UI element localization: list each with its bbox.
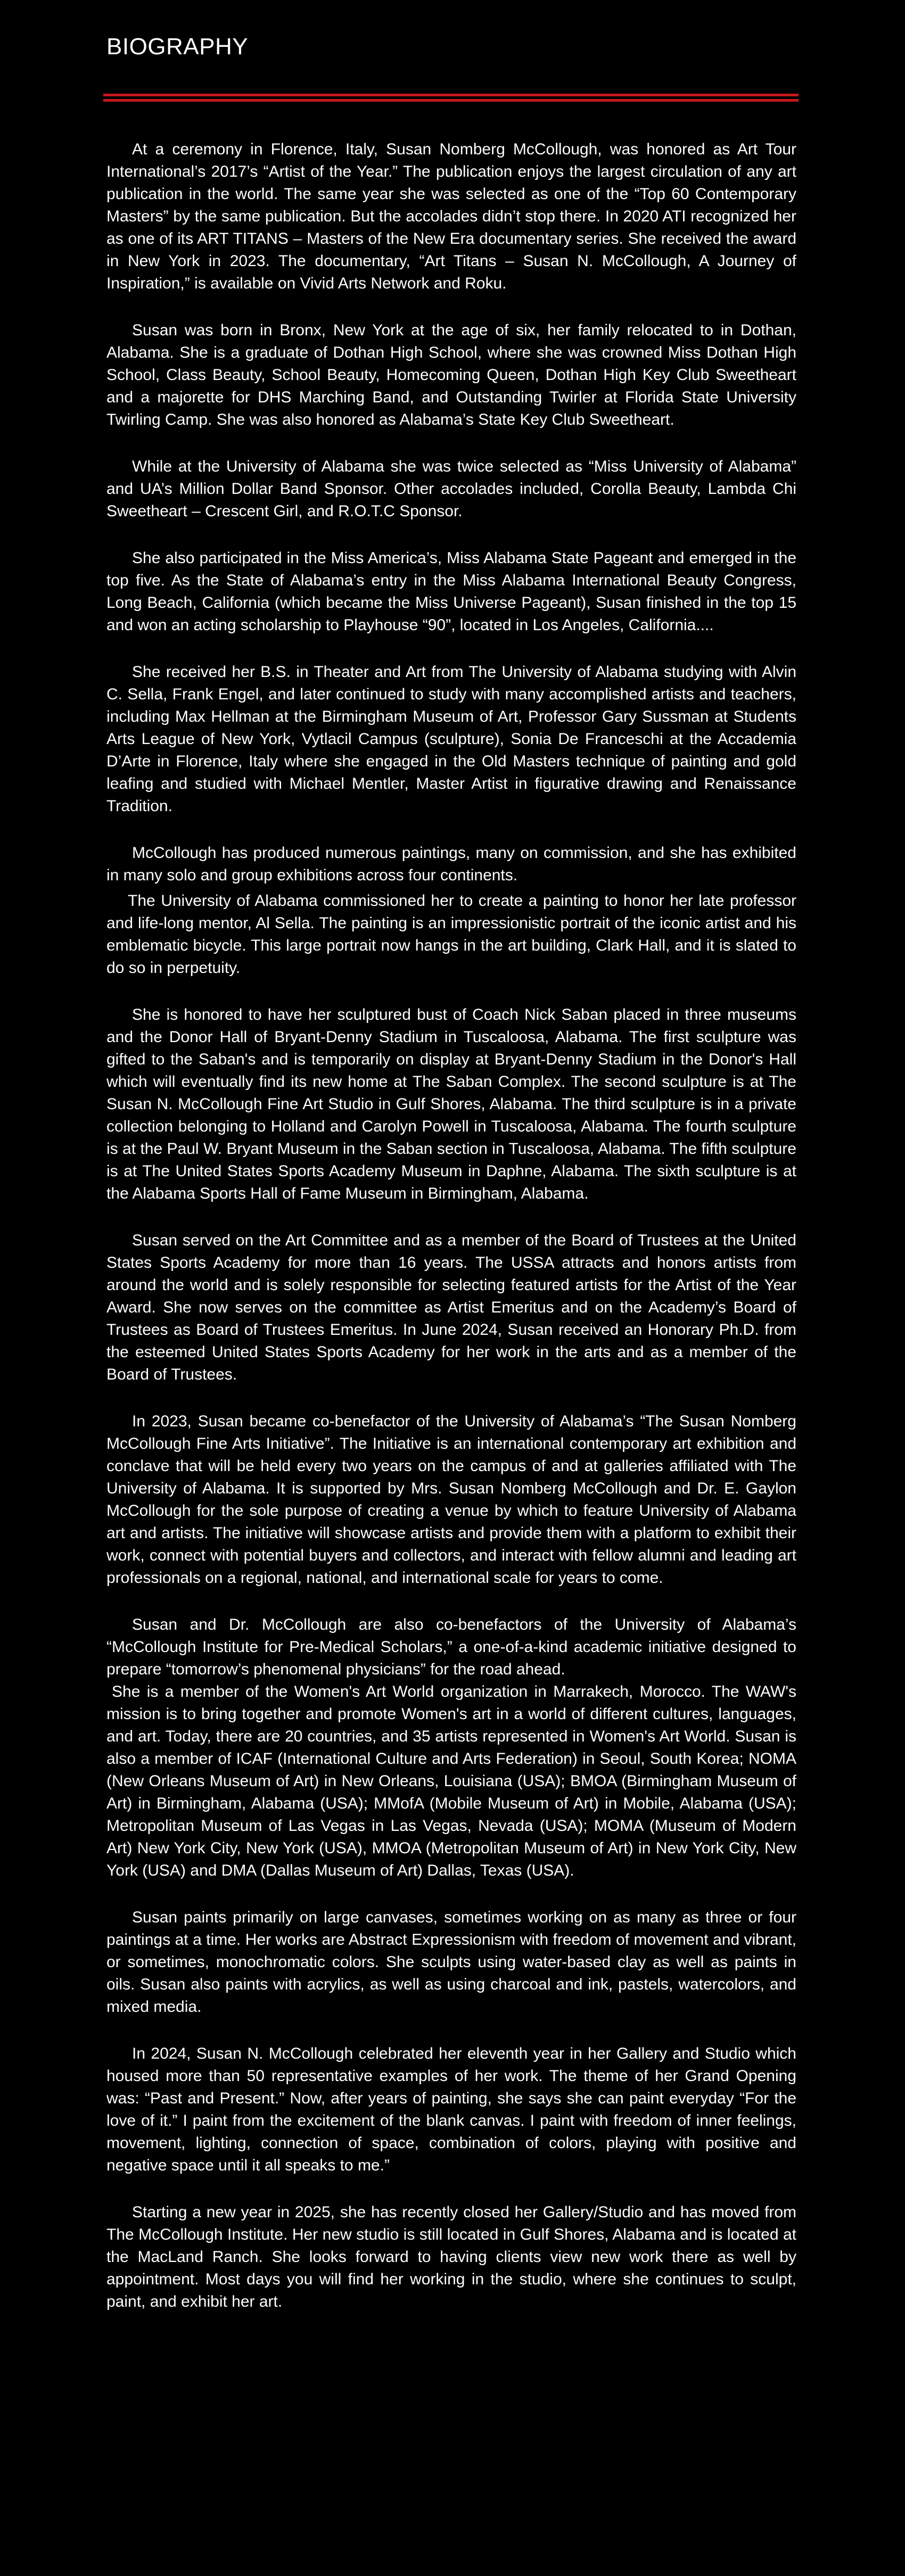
title-divider-top <box>103 94 799 96</box>
bio-paragraph-sports-academy: Susan served on the Art Committee and as a member of the Board of Trustees at the United States Sports Academy for more than 16 years. The USSA attracts and honors artists from around the world and is solely responsible for selecting featured artists for the Artist of the Year Award. She now serves on the committee as Artist Emeritus and on the Academy’s Board of Trustees as Board of Trustees Emeritus. In June 2024, Susan received an Honorary Ph.D. from the esteemed United States Sports Academy for her work in the arts and as a member of the Board of Trustees. <box>106 1232 796 1383</box>
bio-paragraph-sella-portrait: The University of Alabama commissioned her to create a painting to honor her late professor and life-long mentor, Al Sella. The painting is an impressionistic portrait of the iconic artist and his emblematic bicycle. This large portrait now hangs in the art building, Clark Hall, and it is slated to do so in perpetuity. <box>106 892 796 977</box>
bio-paragraph-exhibitions: McCollough has produced numerous paintings, many on commission, and she has exhibited in many solo and group exhibitions across four continents. <box>106 844 796 884</box>
biography-body <box>106 138 796 2338</box>
bio-paragraph-memberships: She is a member of the Women's Art World organization in Marrakech, Morocco. The WAW's mission is to bring together and promote Women's art in a world of different cultures, languages, and art. Today, there are 20 countries, and 35 artists represented in Women's Art World. Susan is also a member of ICAF (International Culture and Arts Federation) in Seoul, South Korea; NOMA (New Orleans Museum of Art) in New Orleans, Louisiana (USA); BMOA (Birmingham Museum of Art) in Birmingham, Alabama (USA); MMofA (Mobile Museum of Art) in Mobile, Alabama (USA); Metropolitan Museum of Las Vegas in Las Vegas, Nevada (USA); MOMA (Museum of Modern Art) New York City, New York (USA), MMOA (Metropolitan Museum of Art) in New York City, New York (USA) and DMA (Dallas Museum of Art) Dallas, Texas (USA). <box>106 1683 796 1879</box>
bio-paragraph-education: She received her B.S. in Theater and Art from The University of Alabama studying with Alvin C. Sella, Frank Engel, and later continued to study with many accomplished artists and teachers, including Max Hellman at the Birmingham Museum of Art, Professor Gary Sussman at Students Arts League of New York, Vytlacil Campus (sculpture), Sonia De Franceschi at the Accademia D’Arte in Florence, Italy where she engaged in the Old Masters technique of painting and gold leafing and studied with Michael Mentler, Master Artist in figurative drawing and Renaissance Tradition. <box>106 663 796 815</box>
bio-paragraph-artist-of-the-year: At a ceremony in Florence, Italy, Susan Nomberg McCollough, was honored as Art Tour International’s 2017’s “Artist of the Year.” The publication enjoys the largest circulation of any art publication in the world. The same year she was selected as one of the “Top 60 Contemporary Masters” by the same publication. But the accolades didn’t stop there. In 2020 ATI recognized her as one of its ART TITANS – Masters of the New Era documentary series. She received the award in New York in 2023. The documentary, “Art Titans – Susan N. McCollough, A Journey of Inspiration,” is available on Vivid Arts Network and Roku. <box>106 141 796 292</box>
bio-paragraph-new-studio: Starting a new year in 2025, she has recently closed her Gallery/Studio and has moved from The McCollough Institute. Her new studio is still located in Gulf Shores, Alabama and is located at the MacLand Ranch. She looks forward to having clients view new work there as well by appointment. Most days you will find her working in the studio, where she continues to sculpt, paint, and exhibit her art. <box>106 2203 796 2310</box>
title-divider-bottom <box>103 99 799 102</box>
bio-paragraph-painting-style: Susan paints primarily on large canvases, sometimes working on as many as three or four paintings at a time. Her works are Abstract Expressionism with freedom of movement and vibrant, or sometimes, monochromatic colors. She sculpts using water-based clay as well as paints in oils. Susan also paints with acrylics, as well as using charcoal and ink, pastels, watercolors, and mixed media. <box>106 1909 796 2016</box>
bio-paragraph-premedical-institute: Susan and Dr. McCollough are also co-benefactors of the University of Alabama’s “McCollough Institute for Pre-Medical Scholars,” a one-of-a-kind academic initiative designed to prepare “tomorrow’s phenomenal physicians” for the road ahead. <box>106 1616 796 1678</box>
bio-paragraph-university: While at the University of Alabama she was twice selected as “Miss University of Alabama” and UA’s Million Dollar Band Sponsor. Other accolades included, Corolla Beauty, Lambda Chi Sweetheart – Crescent Girl, and R.O.T.C Sponsor. <box>106 458 796 520</box>
bio-paragraph-gallery-anniversary: In 2024, Susan N. McCollough celebrated her eleventh year in her Gallery and Studio which housed more than 50 representative examples of her work. The theme of her Grand Opening was: “Past and Present.” Now, after years of painting, she says she can paint everyday “For the love of it.” I paint from the excitement of the blank canvas. I paint with freedom of inner feelings, movement, lighting, connection of space, combination of colors, playing with positive and negative space until it all speaks to me.” <box>106 2045 796 2174</box>
page-title: BIOGRAPHY <box>106 34 249 60</box>
bio-paragraph-fine-arts-initiative: In 2023, Susan became co-benefactor of the University of Alabama’s “The Susan Nomberg McCollough Fine Arts Initiative”. The Initiative is an international contemporary art exhibition and conclave that will be held every two years on the campus of and at galleries affiliated with The University of Alabama. It is supported by Mrs. Susan Nomberg McCollough and Dr. E. Gaylon McCollough for the sole purpose of creating a venue by which to feature University of Alabama art and artists. The initiative will showcase artists and provide them with a platform to exhibit their work, connect with potential buyers and collectors, and interact with fellow alumni and leading art professionals on a regional, national, and international scale for years to come. <box>106 1413 796 1587</box>
bio-paragraph-pageants: She also participated in the Miss America’s, Miss Alabama State Pageant and emerged in the top five. As the State of Alabama’s entry in the Miss Alabama International Beauty Congress, Long Beach, California (which became the Miss Universe Pageant), Susan finished in the top 15 and won an acting scholarship to Playhouse “90”, located in Los Angeles, California.... <box>106 549 796 634</box>
bio-paragraph-early-life: Susan was born in Bronx, New York at the age of six, her family relocated to in Dothan, Alabama. She is a graduate of Dothan High School, where she was crowned Miss Dothan High School, Class Beauty, School Beauty, Homecoming Queen, Dothan High Key Club Sweetheart and a majorette for DHS Marching Band, and Outstanding Twirler at Florida State University Twirling Camp. She was also honored as Alabama’s State Key Club Sweetheart. <box>106 321 796 428</box>
bio-paragraph-saban-sculptures: She is honored to have her sculptured bust of Coach Nick Saban placed in three museums and the Donor Hall of Bryant-Denny Stadium in Tuscaloosa, Alabama. The first sculpture was gifted to the Saban's and is temporarily on display at Bryant-Denny Stadium in the Donor's Hall which will eventually find its new home at The Saban Complex. The second sculpture is at The Susan N. McCollough Fine Art Studio in Gulf Shores, Alabama. The third sculpture is in a private collection belonging to Holland and Carolyn Powell in Tuscaloosa, Alabama. The fourth sculpture is at the Paul W. Bryant Museum in the Saban section in Tuscaloosa, Alabama. The fifth sculpture is at The United States Sports Academy Museum in Daphne, Alabama. The sixth sculpture is at the Alabama Sports Hall of Fame Museum in Birmingham, Alabama. <box>106 1006 796 1202</box>
